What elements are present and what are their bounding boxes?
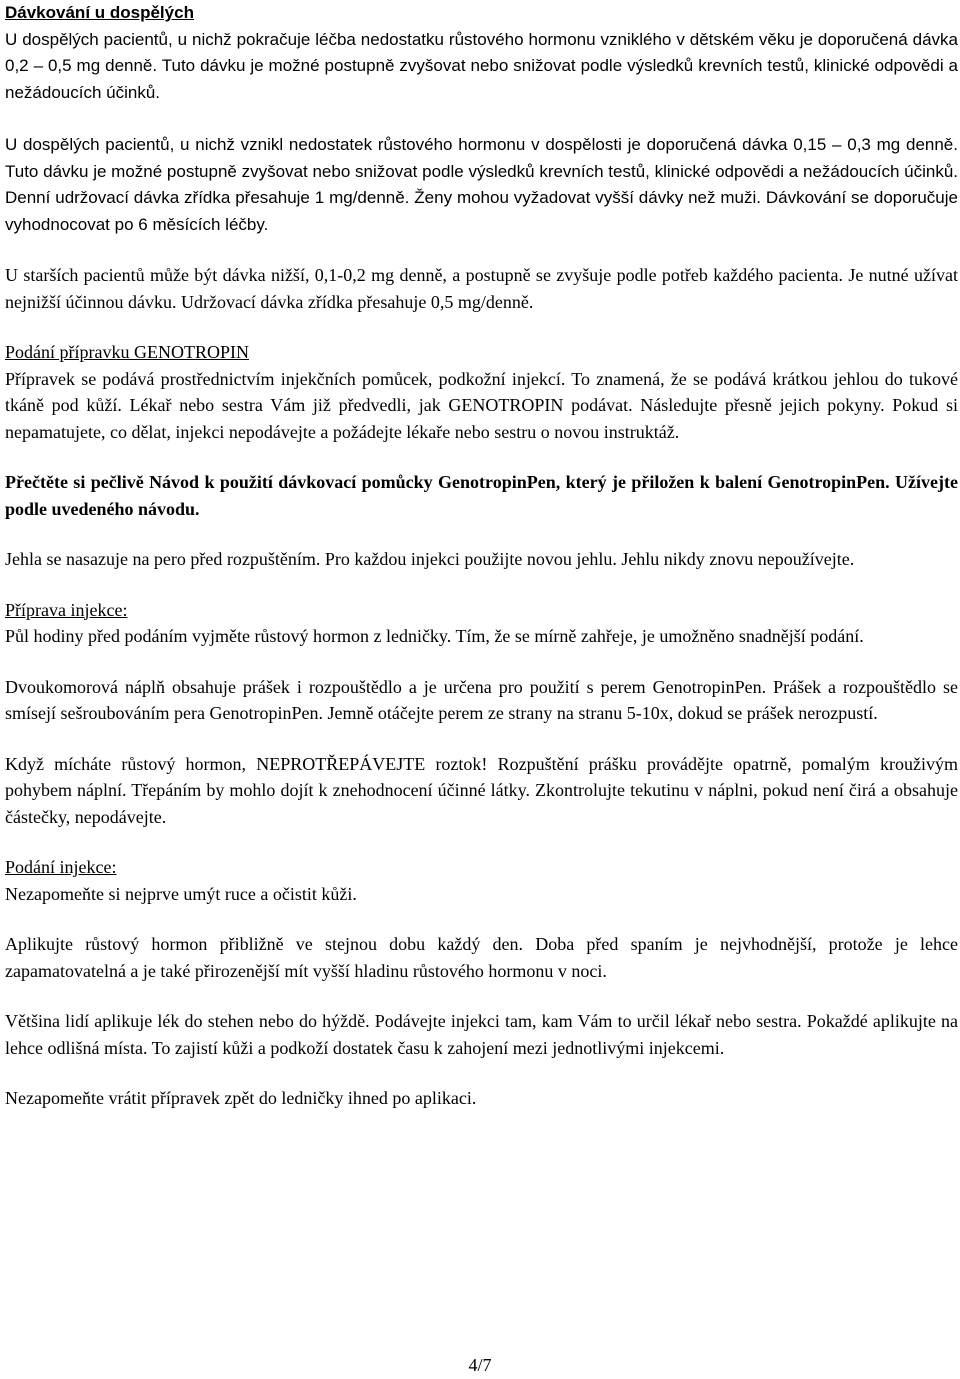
paragraph-mixing: Když mícháte růstový hormon, NEPROTŘEPÁVEJTE roztok! Rozpuštění prášku provádějte opatrně, pomalým krouživým pohybem náplní. Třepáním by mohlo dojít k znehodnocení účinné látky. Zkontrolujte tekutinu v náplni, pokud není čirá a obsahuje částečky, nepodávejte. — [5, 753, 958, 827]
section-title-preparation: Příprava injekce: — [5, 599, 128, 620]
page-number: 4/7 — [468, 1355, 492, 1375]
paragraph-administration: Přípravek se podává prostřednictvím injekčních pomůcek, podkožní injekcí. To znamená, že se podává krátkou jehlou do tukové tkáně pod kůží. Lékař nebo sestra Vám již předvedli, jak GENOTROPIN podávat. Následujte přesně jejich pokyny. Pokud si nepamatujete, co dělat, injekci nepodávejte a požádejte lékaře nebo sestru o novou instruktáž. — [5, 368, 958, 442]
paragraph-instructions: Přečtěte si pečlivě Návod k použití dávkovací pomůcky GenotropinPen, který je přiložen k balení GenotropinPen. Užívejte podle uvedeného návodu. — [5, 472, 958, 519]
paragraph-timing: Aplikujte růstový hormon přibližně ve stejnou dobu každý den. Doba před spaním je nejvhodnější, protože je lehce zapamatovatelná a je také přirozenější mít vyšší hladinu růstového hormonu v noci. — [5, 934, 958, 981]
paragraph-fridge: Nezapomeňte vrátit přípravek zpět do ledničky ihned po aplikaci. — [5, 1088, 477, 1108]
section-title-administration: Podání přípravku GENOTROPIN — [5, 342, 249, 362]
section-title-adult-dosing: Dávkování u dospělých — [5, 3, 194, 22]
document-page — [5, 0, 958, 1112]
paragraph-elderly: U starších pacientů může být dávka nižší, 0,1-0,2 mg denně, a postupně se zvyšuje podle potřeb každého pacienta. Je nutné užívat nejnižší účinnou dávku. Udržovací dávka zřídka přesahuje 0,5 mg/denně. — [5, 265, 958, 312]
paragraph-adult-onset: U dospělých pacientů, u nichž vznikl nedostatek růstového hormonu v dospělosti je doporučená dávka 0,15 – 0,3 mg denně. Tuto dávku je možné postupně zvyšovat nebo snižovat podle výsledků krevních testů, klinické odpovědi a nežádoucích účinků. Denní udržovací dávka zřídka přesahuje 1 mg/denně. Ženy mohou vyžadovat vyšší dávky než muži. Dávkování se doporučuje vyhodnocovat po 6 měsících léčby. — [5, 135, 958, 234]
paragraph-cartridge: Dvoukomorová náplň obsahuje prášek i rozpouštědlo a je určena pro použití s perem GenotropinPen. Prášek a rozpouštědlo se smísejí sešroubováním pera GenotropinPen. Jemně otáčejte perem ze strany na stranu 5-10x, dokud se prášek nerozpustí. — [5, 676, 958, 723]
section-title-injection: Podání injekce: — [5, 857, 117, 877]
paragraph-adult-childhood-onset: U dospělých pacientů, u nichž pokračuje léčba nedostatku růstového hormonu vzniklého v dětském věku je doporučená dávka 0,2 – 0,5 mg denně. Tuto dávku je možné postupně zvyšovat nebo snižovat podle výsledků krevních testů, klinické odpovědi a nežádoucích účinků. — [5, 29, 958, 102]
paragraph-injection: Nezapomeňte si nejprve umýt ruce a očistit kůži. — [5, 883, 357, 904]
paragraph-needle: Jehla se nasazuje na pero před rozpuštěním. Pro každou injekci použijte novou jehlu. Jehlu nikdy znovu nepoužívejte. — [5, 549, 855, 569]
paragraph-injection-site: Většina lidí aplikuje lék do stehen nebo do hýždě. Podávejte injekci tam, kam Vám to určil lékař nebo sestra. Pokaždé aplikujte na lehce odlišná místa. To zajistí kůži a podkoží dostatek času k zahojení mezi jednotlivými injekcemi. — [5, 1011, 958, 1058]
paragraph-preparation: Půl hodiny před podáním vyjměte růstový hormon z ledničky. Tím, že se mírně zahřeje, je umožněno snadnější podání. — [5, 626, 864, 646]
